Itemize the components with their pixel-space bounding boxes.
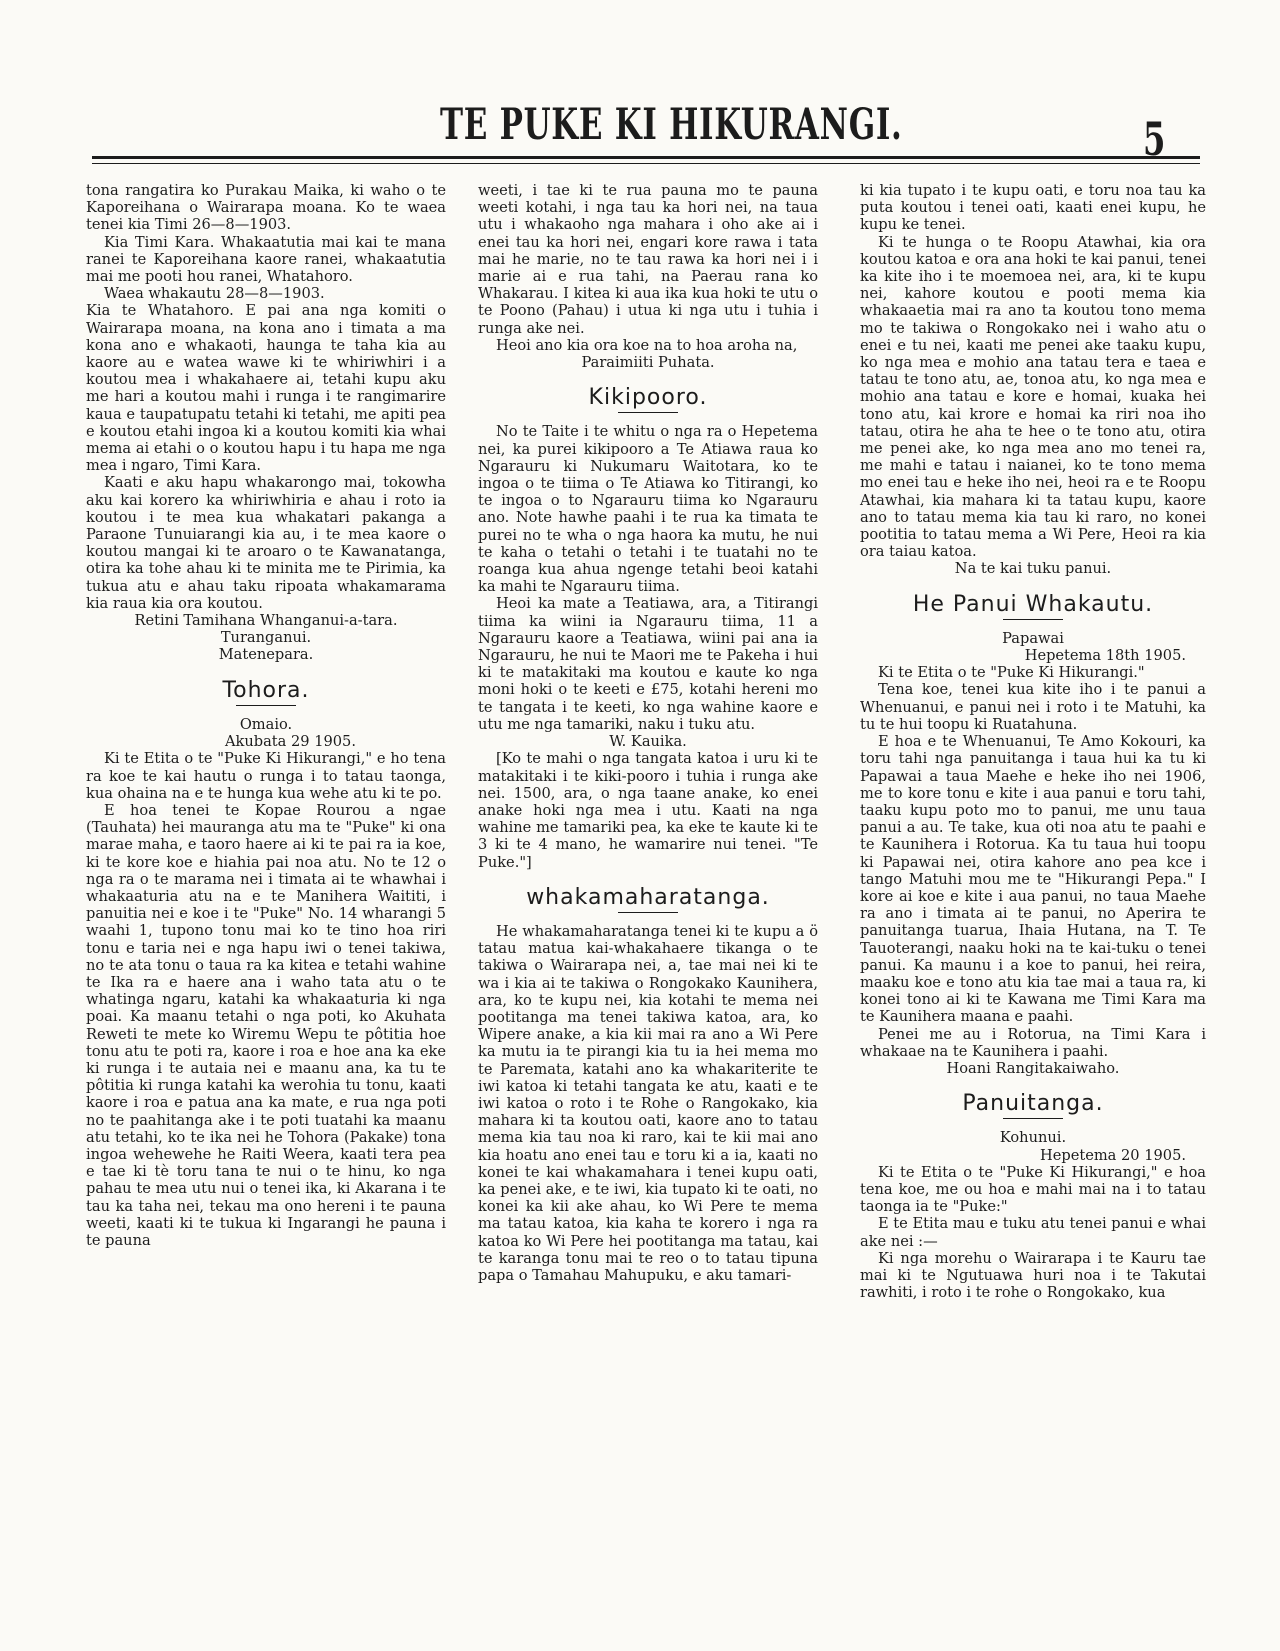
paragraph: Ki nga morehu o Wairarapa i te Kauru tae mai ki te Ngutuawa huri noa i te Takutai rawhiti, i roto i te rohe o Rongokako, kua: [860, 1249, 1206, 1302]
heading-tohora: Tohora.: [222, 677, 310, 703]
paragraph: tona rangatira ko Purakau Maika, ki waho o te Kaporeihana o Wairarapa moana. Ko te waea tenei kia Timi 26—8—1903.: [86, 182, 446, 234]
paragraph: ki kia tupato i te kupu oati, e toru noa tau ka puta koutou i tenei oati, kaati enei kupu, he kupu ke tenei.: [860, 182, 1206, 234]
paragraph: Ki te Etita o te "Puke Ki Hikurangi," e ho tena ra koe te kai hautu o runga i to tatau taonga, kua ohaina na e te hunga kua wehe atu ki te po.: [86, 750, 446, 802]
paragraph: E hoa e te Whenuanui, Te Amo Kokouri, ka toru tahi nga panuitanga i taua hui ka tu ki Papawai a taua Maehe e heke iho nei 1906, me to kore tonu e kite i aua panui e toru tahi, taaku kupu poto mo to panui, me unu taua panui a au. Te take, kua oti noa atu te paahi e te Kaunihera i Rotorua. Ka tu taua hui toopu ki Papawai nei, otira kahore ano pea kce i tango Matuhi mou me te "Hikurangi Pepa." I kore ai koe e kite i aua panui, no taua Maehe ra ano i timata ai te panui, no Aperira te panuitanga tuarua, Ihaia Hutana, na T. Te Tauoterangi, naaku hoki na te kai-tuku o tenei panui. Ka maunu i a koe to panui, hei reira, maaku koe e tono atu kia tae mai a taua ra, ki konei tono ai ki te Kawana me Timi Kara ma te Kaunihera maana e paahi.: [860, 733, 1206, 1026]
paragraph: weeti, i tae ki te rua pauna mo te pauna weeti kotahi, i nga tau ka hori nei, na taua utu i whakaoho nga mahara i oho ake ai i enei tau ka hori nei, engari kore rawa i tata mai he marie, no te tau rawa ka hori nei i i marie ai e rua tahi, na Paerau rana ko Whakarau. I kitea ki aua ika kua hoki te utu o te Poono (Pahau) i utua ki nga utu i tuhia i runga ake nei.: [478, 182, 818, 337]
paragraph: Kia te Whatahoro. E pai ana nga komiti o Wairarapa moana, na kona ano i timata a ma kona ano e whakaoti, haunga te taha kia au kaore au e watea wawe ki te whiriwhiri i a koutou mea i whakahaere ai, tetahi kupu aku me hari a koutou mahi i runga i te rangimarire kaua e taupatupatu tetahi ki tetahi, me apiti pea e koutou etahi ingoa ki a koutou komiti kia whai mema ai etahi o o koutou hapu i tu hapa me nga mea i ngaro, Timi Kara.: [86, 302, 446, 475]
signature: Na te kai tuku panui.: [954, 560, 1112, 578]
heading-panuitanga: Panuitanga.: [962, 1091, 1104, 1117]
paragraph: Kia Timi Kara. Whakaatutia mai kai te mana ranei te Kaporeihana kaore ranei, whakaatutia mai me pooti hou ranei, Whatahoro.: [86, 233, 446, 286]
paragraph: Heoi ka mate a Teatiawa, ara, a Titirangi tiima ka wiini ia Ngarauru tiima, 11 a Ngarauru kaore a Teatiawa, wiini pai ana ia Ngarauru, he nui te Maori me te Pakeha i hui ki te matakitaki ma koutou e kaute ko nga moni hoki o te keeti e £75, kotahi hereni mo te tangata i te keeti, ko nga wahine kaore e utu me nga tamariki, naku i tuku atu.: [478, 595, 818, 733]
header-rule-thick: [92, 156, 1200, 159]
paragraph: No te Taite i te whitu o nga ra o Hepetema nei, ka purei kikipooro a Te Atiawa raua ko Ngarauru ki Nukumaru Waitotara, ko te ingoa o te tiima o Te Atiawa ko Titirangi, ko te ingoa o to Ngarauru tiima ko Ngarauru ano. Note hawhe paahi i te rua ka timata te purei no te wha o nga haora ka mutu, he nui te kaha o tetahi o tetahi i te tuatahi no te roanga kua ahua ngenge tetahi beoi katahi ka mahi te Ngarauru tiima.: [478, 423, 818, 596]
paragraph: Tena koe, tenei kua kite iho i te panui a Whenuanui, e panui nei i roto i te Matuhi, ka tu te hui toopu ki Ruatahuna.: [860, 681, 1206, 733]
signature: W. Kauika.: [609, 733, 687, 751]
heading-panui-whakautu: He Panui Whakautu.: [912, 591, 1154, 617]
heading-rule: [618, 912, 678, 913]
heading-rule: [1003, 619, 1063, 620]
masthead-title: TE PUKE KI HIKURANGI.: [440, 100, 903, 150]
editor-note: [Ko te mahi o nga tangata katoa i uru ki te matakitaki i te kiki-pooro i tuhia i runga ake nei. 1500, ara, o nga taane anake, ko enei anake hoki nga mea i utu. Kaati na nga wahine me tamariki pea, ka eke te kaute ki te 3 ki te 4 mano, he wamarire nui tenei. "Te Puke."]: [478, 750, 818, 871]
dateline-place: Omaio.: [239, 715, 293, 733]
paragraph: Penei me au i Rotorua, na Timi Kara i whakaae na te Kaunihera i paahi.: [860, 1025, 1206, 1060]
header-rule-thin: [92, 163, 1200, 164]
signature-place: Matenepara.: [218, 646, 314, 664]
column-1: [86, 182, 446, 1249]
heading-rule: [236, 705, 296, 706]
paragraph: Heoi ano kia ora koe na to hoa aroha na,: [496, 336, 798, 354]
paragraph: Kaati e aku hapu whakarongo mai, tokowha aku kai korero ka whiriwhiria e ahau i roto ia koutou i te mea kua whakatari pakanga a Paraone Tunuiarangi kia au, i te mea kaore o koutou mangai ki te aroaro o te Kawanatanga, otira ka tohe ahau ki te minita me te Pirimia, ka tukua atu e ahau taku ripoata whakamarama kia raua kia ora koutou.: [86, 474, 446, 612]
dateline-place: Papawai: [1002, 629, 1064, 647]
signature: Hoani Rangitakaiwaho.: [946, 1059, 1120, 1077]
heading-rule: [1003, 1118, 1063, 1119]
dateline-place: Kohunui.: [999, 1129, 1067, 1147]
paragraph: E hoa tenei te Kopae Rourou a ngae (Tauhata) hei mauranga atu ma te "Puke" ki ona marae maha, e taoro haere ai ki te pai ra ia koe, ki te kore koe e hiahia pai noa atu. No te 12 o nga ra o te marama nei i timata ai te whawhai i whakaaturia atu na e te Manihera Waititi, i panuitia nei e koe i te "Puke" No. 14 wharangi 5 waahi 1, tupono tonu mai ko te tino hoa riri tonu e taria nei e nga hapu iwi o tenei takiwa, no te ata tonu o taua ra ka kitea e tetahi wahine te Ika ra e haere ana i waho tata atu o te whatinga ngaru, katahi ka whakaaturia ki nga poai. Ka maanu tetahi o nga poti, ko Akuhata Reweti te mete ko Wiremu Wepu te pôtitia hoe tonu atu te poti ra, kaore i roa e hoe ana ka eke ki runga i te autaia nei e maanu ana, ka tu te pôtitia ki runga katahi ka werohia tu tonu, kaati kaore i roa e patua ana ka mate, e rua nga poti no te paahitanga ake i te poti tuatahi ka maanu atu tetahi, ko te ika nei he Tohora (Pakake) tona ingoa wehewehe he Raiti Weera, kaati tera pea e tae ki tè toru tana te nui o te hinu, ko nga pahau te mea utu nui o tenei ika, ki Akarana i te tau ka taha nei, tekau ma ono hereni i te pauna weeti, kaati ki te tukua ki Ingarangi he pauna i te pauna: [86, 801, 446, 1249]
heading-rule: [618, 412, 678, 413]
paragraph: Ki te hunga o te Roopu Atawhai, kia ora koutou katoa e ora ana hoki te kai panui, tenei ka kite iho i te moemoea nei, ara, ki te kupu nei, kahore koutou e pooti mema kia whakaaetia mai ra ano ta koutou tono mema mo te takiwa o Rongokako nei i waho atu o enei e tu nei, kaati me penei ake taaku kupu, ko nga mea e mohio ana tatau tera e taea e tatau te tono atu, ae, tonoa atu, ko nga mea e mohio ana tatau e kore e homai, kuaka hei tono atu, kai krore e homai ka riri noa iho tatau, otira he aha te hee o te tono atu, otira me penei ake, ko nga mea ano mo tenei ra, me mahi e tatau i naianei, ko te tono mema mo enei tau e heke iho nei, heoi ra e te Roopu Atawhai, kia mahara ki ta tatau kupu, kaore ano to tatau mema kia tau ki raro, no konei pootitia to tatau mema a Wi Pere, Heoi ra kia ora taiau katoa.: [860, 233, 1206, 561]
heading-kikipooro: Kikipooro.: [588, 385, 708, 411]
paragraph: Ki te Etita o te "Puke Ki Hikurangi.": [878, 664, 1145, 682]
dateline-date: Akubata 29 1905.: [224, 733, 356, 751]
dateline-date: Hepetema 20 1905.: [1039, 1146, 1186, 1164]
paragraph: He whakamaharatanga tenei ki te kupu a ö tatau matua kai-whakahaere tikanga o te takiwa o Wairarapa nei, a, tae mai nei ki te wa i kia ai te takiwa o Rongokako Kaunihera, ara, ko te kupu nei, kia kotahi te mema nei pootitanga ma tenei takiwa katoa, ara, ko Wipere anake, a kia kii mai ra ano a Wi Pere ka mutu ia te pirangi kia tu ia hei mema mo te Paremata, katahi ano ka whakariterite te iwi katoa ki tetahi tangata ke atu, kaati e te iwi katoa o roto i te Rohe o Rangokako, kia mahara ki ta koutou oati, kaore ano to tatau mema kia tau noa ki raro, kai te kii mai ano kia hoatu ano enei tau e toru ki a ia, kaati no konei te kai whakamahara i tenei kupu oati, ka penei ake, e te iwi, kia tupato ki te oati, no konei ka kii ake ahau, ko Wi Pere te mema ma tatau katoa, kia kaha te korero i nga ra katoa ko Wi Pere hei pootitanga ma tatau, kai te karanga tonu mai te reo o to tatau tipuna papa o Tamahau Mahupuku, e aku tamari-: [478, 922, 818, 1284]
signature-place: Turanganui.: [220, 629, 312, 647]
heading-whakamaharatanga: whakamaharatanga.: [526, 884, 770, 910]
page-number: 5: [1143, 112, 1166, 166]
signature: Paraimiiti Puhata.: [581, 354, 715, 372]
column-3: [860, 182, 1206, 1301]
paragraph: E te Etita mau e tuku atu tenei panui e whai ake nei :—: [860, 1215, 1206, 1250]
paragraph: Ki te Etita o te "Puke Ki Hikurangi," e hoa tena koe, me ou hoa e mahi mai na i to tatau taonga ia te "Puke:": [860, 1163, 1206, 1216]
dateline-date: Hepetema 18th 1905.: [1024, 647, 1186, 665]
column-2: [478, 182, 818, 1284]
signature: Retini Tamihana Whanganui-a-tara.: [134, 612, 398, 630]
paragraph: Waea whakautu 28—8—1903.: [104, 285, 325, 303]
